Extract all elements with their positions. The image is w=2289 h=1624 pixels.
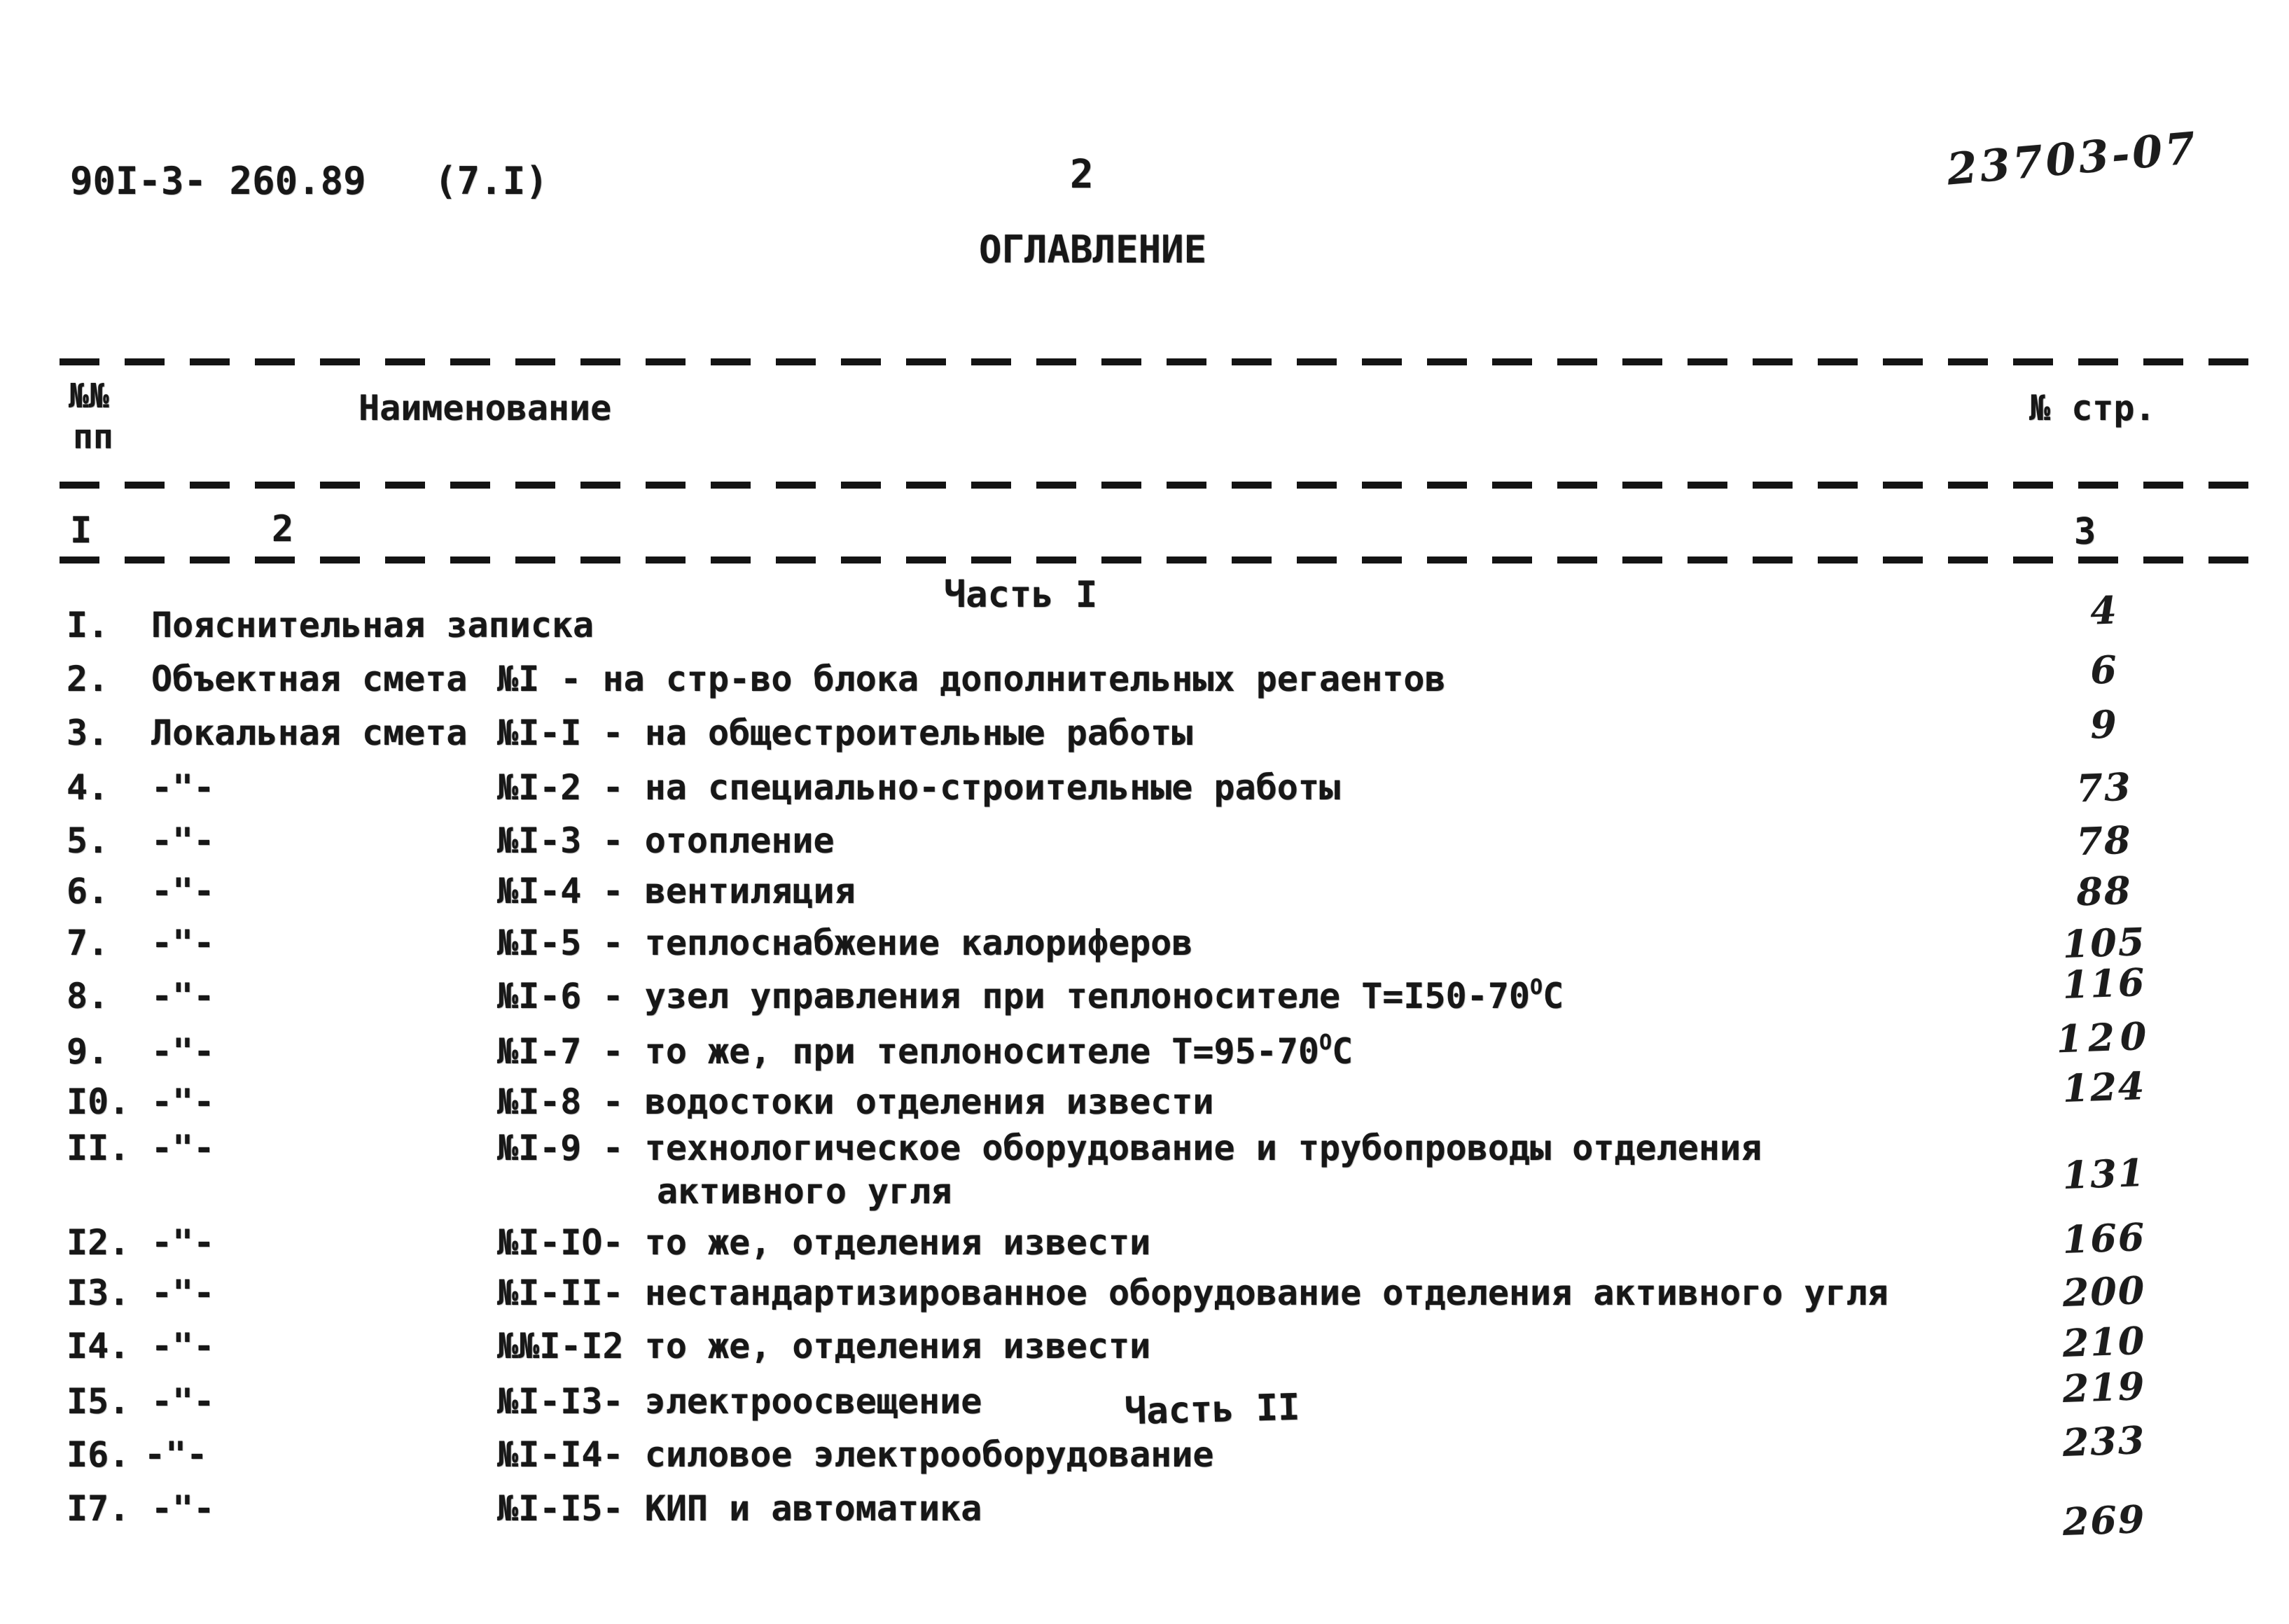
row-description: №№I-I2 то же, отделения извести — [497, 1326, 1151, 1366]
page-number: 105 — [2061, 918, 2147, 967]
table-rule-colnums — [60, 556, 2265, 564]
handwritten-code: 23703-07 — [1944, 122, 2201, 195]
page-number: 233 — [2061, 1417, 2147, 1466]
page-number: 120 — [2055, 1013, 2153, 1062]
table-row — [0, 1128, 2289, 1212]
page-number: 88 — [2075, 867, 2133, 915]
table-row — [0, 975, 2289, 1035]
row-description: №I-I3- электроосвещение — [497, 1381, 982, 1422]
row-title: Пояснительная записка — [151, 605, 594, 645]
degree-superscript: О — [1530, 975, 1543, 1000]
row-number: I6. — [67, 1434, 130, 1475]
table-row — [0, 1326, 2289, 1385]
row-ditto-mark: -"- — [151, 1082, 215, 1122]
row-number: I4. — [67, 1326, 130, 1366]
table-row — [0, 871, 2289, 930]
page-number: 219 — [2061, 1363, 2147, 1412]
table-row — [0, 1275, 2289, 1331]
row-ditto-mark: -"- — [151, 1031, 215, 1072]
row-ditto-mark: -"- — [144, 1434, 208, 1475]
row-number: II. — [67, 1128, 130, 1168]
page-number: 78 — [2075, 817, 2133, 864]
row-description-line2: активного угля — [657, 1171, 952, 1212]
row-description: №I-3 - отопление — [497, 820, 835, 861]
row-number: 6. — [67, 871, 109, 911]
row-number: I. — [67, 605, 109, 645]
part-1-label: Часть I — [944, 574, 1098, 616]
column-number-2: 2 — [272, 508, 294, 550]
row-number: I7. — [67, 1488, 130, 1529]
row-number: I2. — [67, 1222, 130, 1263]
table-rule-top — [60, 358, 2265, 365]
page-number: 4 — [2089, 587, 2119, 634]
row-number: I5. — [67, 1381, 130, 1422]
row-number: I3. — [67, 1273, 130, 1313]
header-col-name: Наименование — [359, 388, 612, 428]
table-row — [0, 715, 2289, 771]
row-ditto-mark: -"- — [151, 1326, 215, 1366]
row-description: №I-9 - технологическое оборудование и трубопроводы отделения — [497, 1128, 1762, 1168]
row-number: 5. — [67, 820, 109, 861]
row-number: 2. — [67, 659, 109, 699]
row-ditto-mark: -"- — [151, 1222, 215, 1263]
row-description: №I-5 - теплоснабжение калориферов — [497, 923, 1193, 963]
table-row — [0, 820, 2289, 879]
table-row — [0, 659, 2289, 718]
row-number: 7. — [67, 923, 109, 963]
table-row — [0, 925, 2289, 981]
table-row — [0, 767, 2289, 826]
row-ditto-mark: -"- — [151, 820, 215, 861]
column-number-1: I — [70, 510, 92, 552]
row-ditto-mark: -"- — [151, 1381, 215, 1422]
degree-superscript: О — [1319, 1030, 1333, 1055]
page-number: 166 — [2061, 1214, 2147, 1263]
row-ditto-mark: -"- — [151, 976, 215, 1016]
page-number: 6 — [2089, 647, 2119, 693]
header-col-pp-line2: пп — [73, 417, 113, 456]
table-row — [0, 1434, 2289, 1493]
row-description: №I - на стр-во блока дополнительных регаентов — [497, 659, 1446, 699]
row-title: Локальная смета — [151, 713, 468, 753]
row-number: I0. — [67, 1082, 130, 1122]
row-ditto-mark: -"- — [151, 1128, 215, 1168]
page-number: 116 — [2061, 959, 2147, 1008]
table-row — [0, 1381, 2289, 1440]
page-number: 269 — [2061, 1496, 2147, 1545]
row-description: №I-4 - вентиляция — [497, 871, 856, 911]
row-description: №I-8 - водостоки отделения извести — [497, 1082, 1214, 1122]
row-description: №I-2 - на специально-строительные работы — [497, 767, 1341, 808]
header-col-page: № стр. — [2029, 388, 2156, 428]
row-description: №I-6 - узел управления при теплоносителе $Т=I50-70^ОС$ — [497, 975, 1564, 1016]
row-title: Объектная смета — [151, 659, 468, 699]
page-number: 124 — [2061, 1063, 2147, 1112]
page-number: 210 — [2061, 1317, 2147, 1366]
page-number: 200 — [2061, 1267, 2147, 1316]
header-col-pp-line1: №№ — [69, 377, 109, 416]
row-description: №I-I4- силовое электрооборудование — [497, 1434, 1214, 1475]
row-ditto-mark: -"- — [151, 923, 215, 963]
row-number: 4. — [67, 767, 109, 808]
part-2-label: Часть II — [1124, 1386, 1301, 1434]
row-number: 9. — [67, 1031, 109, 1072]
row-number: 8. — [67, 976, 109, 1016]
row-description: №I-7 - то же, при теплоносителе $Т=95-70^ОС$ — [497, 1030, 1354, 1072]
table-row — [0, 1488, 2289, 1547]
row-ditto-mark: -"- — [151, 871, 215, 911]
row-description: №I-IO- то же, отделения извести — [497, 1222, 1151, 1263]
sheet-number: 2 — [1070, 152, 1094, 197]
table-row — [0, 605, 2289, 664]
page-title: ОГЛАВЛЕНИЕ — [979, 227, 1207, 272]
row-description: №I-I5- КИП и автоматика — [497, 1488, 982, 1529]
column-number-3: 3 — [2074, 511, 2096, 553]
page-number: 9 — [2089, 701, 2119, 748]
row-number: 3. — [67, 713, 109, 753]
row-description: №I-II- нестандартизированное оборудование отделения активного угля — [497, 1273, 1888, 1313]
row-ditto-mark: -"- — [151, 1488, 215, 1529]
row-description: №I-I - на общестроительные работы — [497, 713, 1193, 753]
doc-number: 90I-3- 260.89 (7.I) — [70, 159, 548, 203]
table-rule-header-bottom — [60, 482, 2265, 489]
page-number: 73 — [2075, 764, 2133, 811]
row-ditto-mark: -"- — [151, 1273, 215, 1313]
page-number: 131 — [2061, 1149, 2147, 1198]
row-ditto-mark: -"- — [151, 767, 215, 808]
